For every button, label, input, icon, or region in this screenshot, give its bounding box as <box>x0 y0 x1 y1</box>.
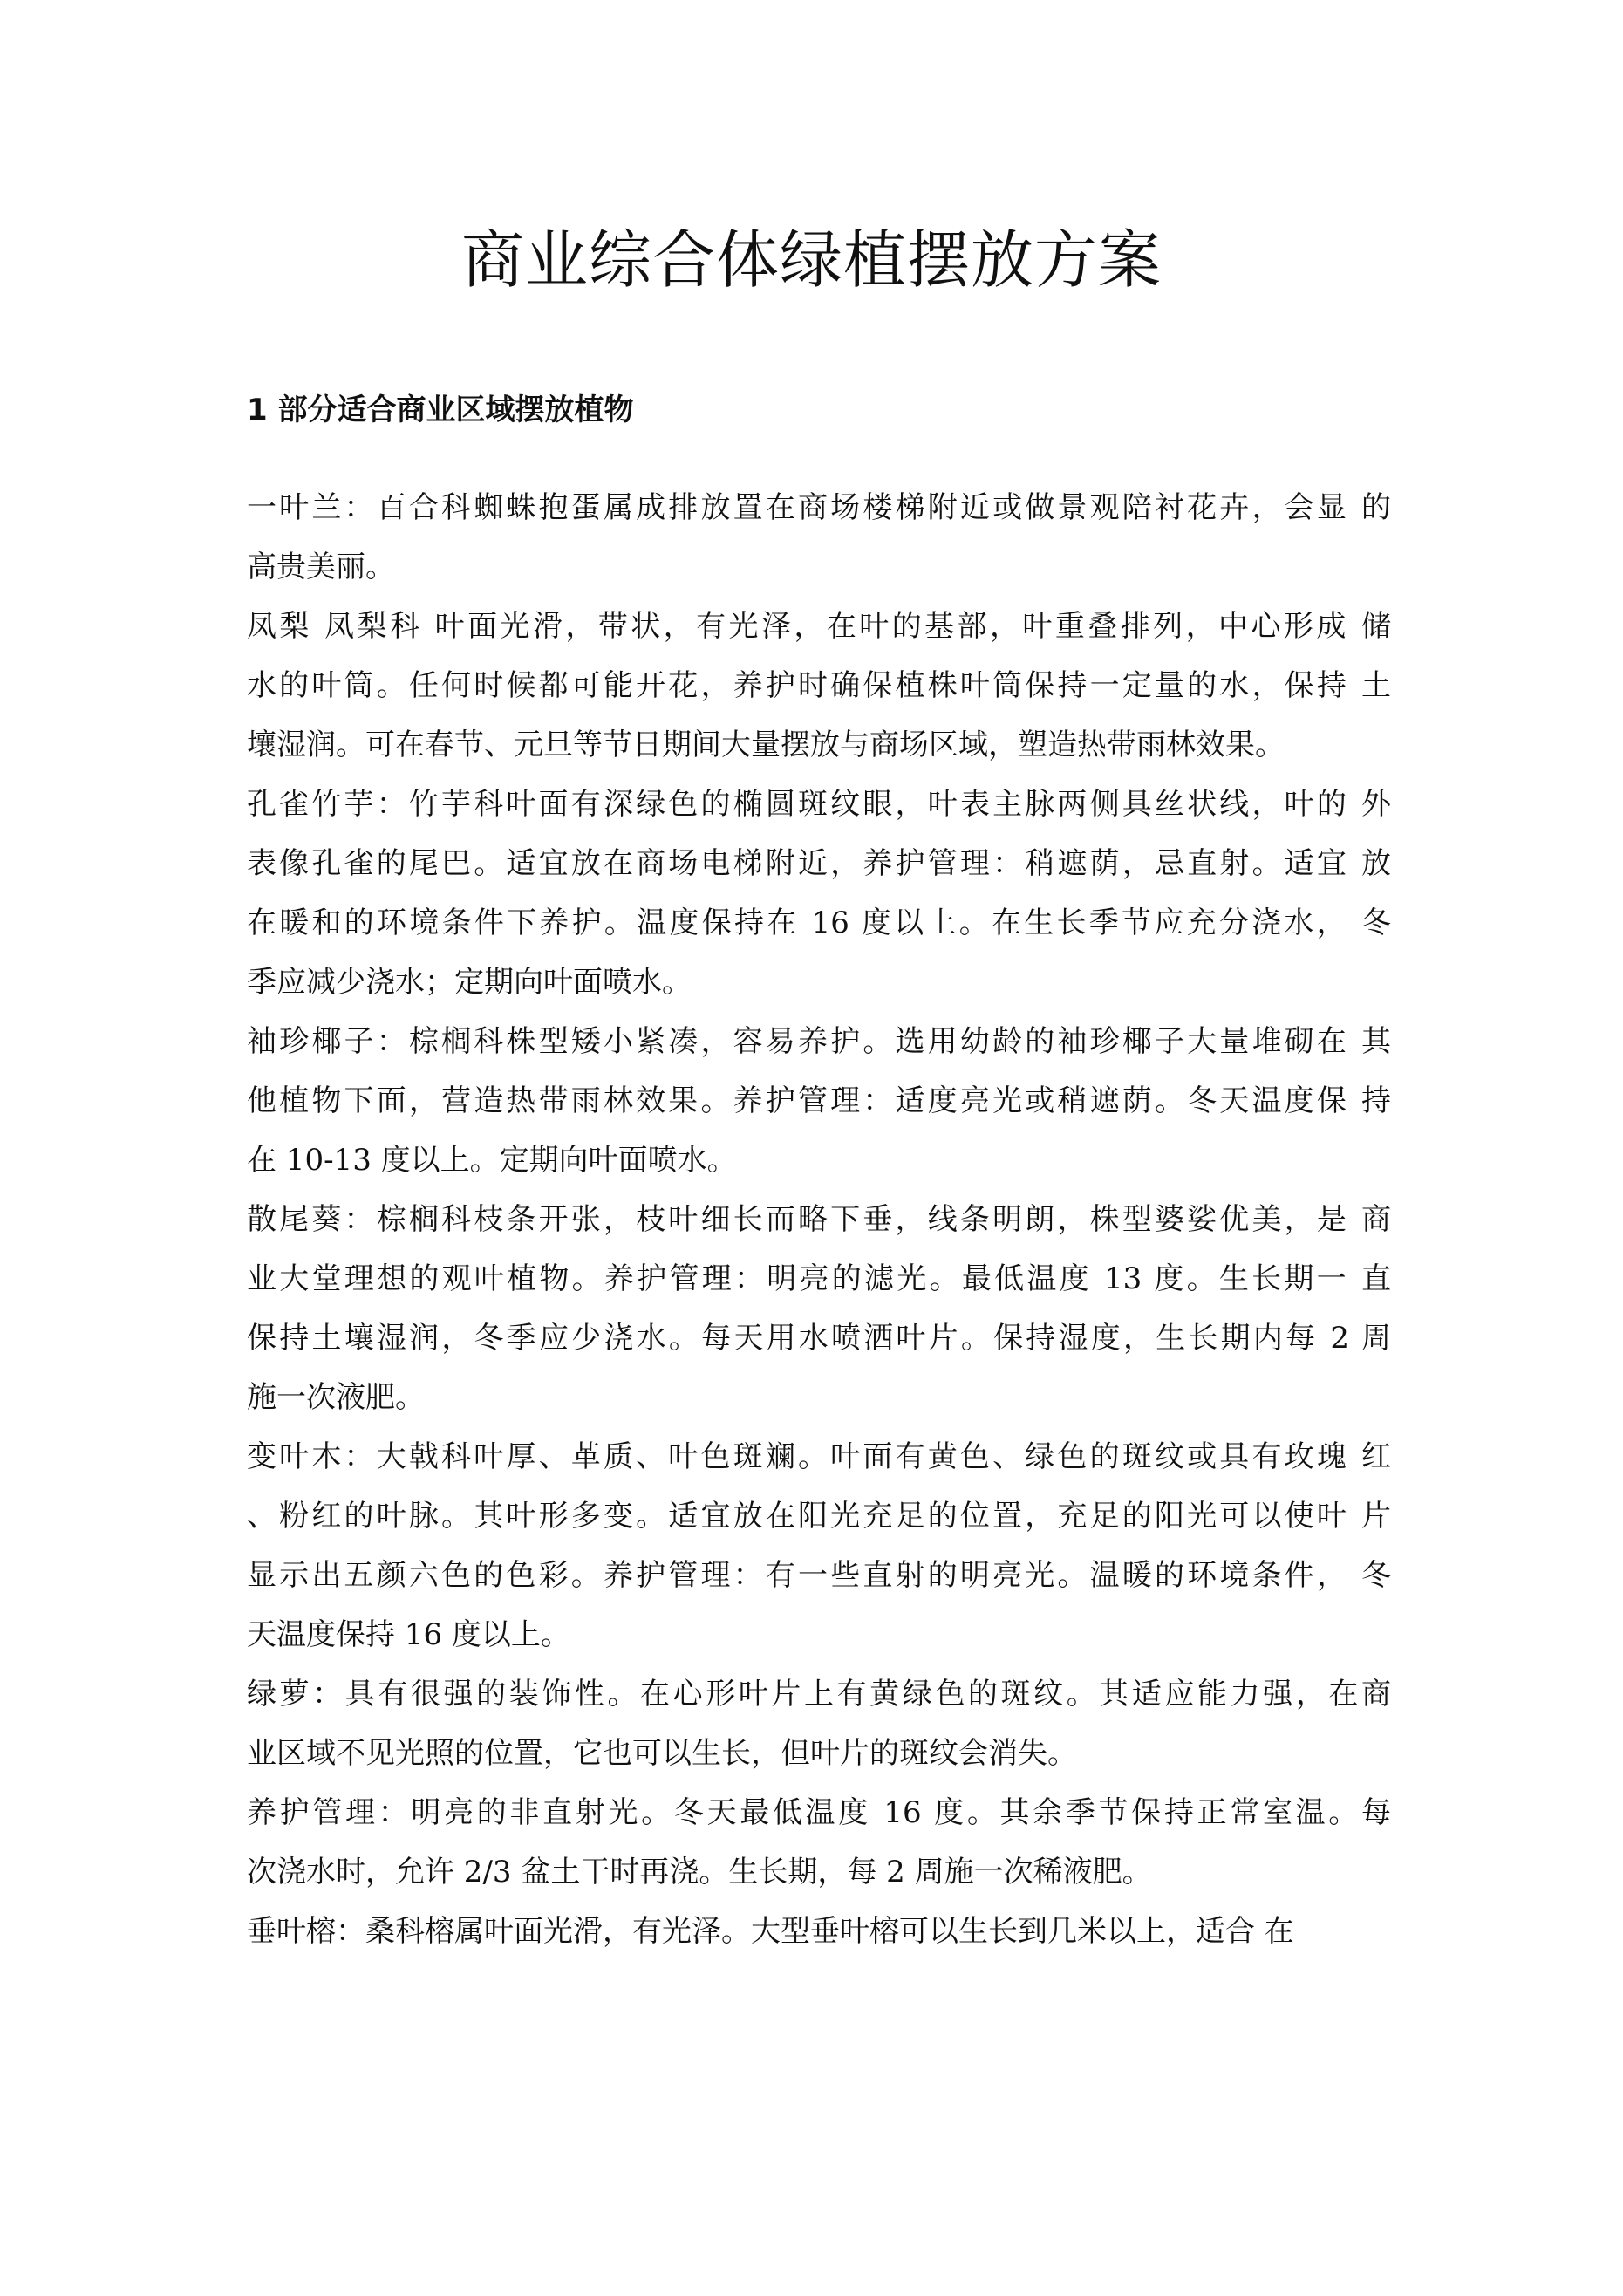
paragraph-line: 显示出五颜六色的色彩。养护管理：有一些直射的明亮光。温暖的环境条件， 冬 <box>247 1558 1391 1593</box>
section-heading: 1 部分适合商业区域摆放植物 <box>247 393 634 427</box>
paragraph-line: 施一次液肥。 <box>247 1380 425 1415</box>
paragraph <box>247 1902 1391 1961</box>
paragraph <box>247 478 1391 597</box>
paragraph <box>247 597 1391 775</box>
paragraph-line: 袖珍椰子：棕榈科株型矮小紧凑，容易养护。选用幼龄的袖珍椰子大量堆砌在 其 <box>247 1024 1391 1059</box>
paragraph-line: 绿萝：具有很强的装饰性。在心形叶片上有黄绿色的斑纹。其适应能力强，在商 <box>247 1677 1391 1712</box>
paragraph-line: 他植物下面，营造热带雨林效果。养护管理：适度亮光或稍遮荫。冬天温度保 持 <box>247 1083 1391 1118</box>
paragraph-line: 保持土壤湿润，冬季应少浇水。每天用水喷洒叶片。保持湿度，生长期内每 2 周 <box>247 1321 1391 1356</box>
paragraph-line: 业区域不见光照的位置，它也可以生长，但叶片的斑纹会消失。 <box>247 1736 1077 1771</box>
paragraph-line: 、粉红的叶脉。其叶形多变。适宜放在阳光充足的位置，充足的阳光可以使叶 片 <box>247 1499 1391 1534</box>
paragraph-line: 壤湿润。可在春节、元旦等节日期间大量摆放与商场区域，塑造热带雨林效果。 <box>247 728 1285 762</box>
paragraph-line: 散尾葵：棕榈科枝条开张，枝叶细长而略下垂，线条明朗，株型婆娑优美，是 商 <box>247 1202 1391 1237</box>
paragraph <box>247 775 1391 1012</box>
paragraph <box>247 1190 1391 1427</box>
document-body <box>247 478 1391 1961</box>
paragraph-line: 变叶木：大戟科叶厚、革质、叶色斑斓。叶面有黄色、绿色的斑纹或具有玫瑰 红 <box>247 1439 1391 1474</box>
paragraph-line: 养护管理：明亮的非直射光。冬天最低温度 16 度。其余季节保持正常室温。每 <box>247 1795 1391 1830</box>
paragraph-line: 凤梨 凤梨科 叶面光滑，带状，有光泽，在叶的基部，叶重叠排列，中心形成 储 <box>247 609 1391 644</box>
paragraph <box>247 1783 1391 1902</box>
paragraph-line: 季应减少浇水；定期向叶面喷水。 <box>247 965 692 1000</box>
paragraph-line: 孔雀竹芋：竹芋科叶面有深绿色的椭圆斑纹眼，叶表主脉两侧具丝状线，叶的 外 <box>247 787 1391 822</box>
paragraph-line: 业大堂理想的观叶植物。养护管理：明亮的滤光。最低温度 13 度。生长期一 直 <box>247 1261 1391 1296</box>
paragraph-line: 表像孔雀的尾巴。适宜放在商场电梯附近，养护管理：稍遮荫，忌直射。适宜 放 <box>247 846 1391 881</box>
paragraph-line: 水的叶筒。任何时候都可能开花，养护时确保植株叶筒保持一定量的水，保持 土 <box>247 668 1391 703</box>
paragraph <box>247 1664 1391 1783</box>
paragraph-line: 高贵美丽。 <box>247 550 395 584</box>
paragraph-line: 在 10-13 度以上。定期向叶面喷水。 <box>247 1143 737 1178</box>
paragraph-line: 次浇水时，允许 2/3 盆土干时再浇。生长期，每 2 周施一次稀液肥。 <box>247 1855 1152 1889</box>
paragraph-line: 在暖和的环境条件下养护。温度保持在 16 度以上。在生长季节应充分浇水， 冬 <box>247 905 1391 940</box>
paragraph-line: 垂叶榕：桑科榕属叶面光滑，有光泽。大型垂叶榕可以生长到几米以上，适合 在 <box>247 1914 1294 1949</box>
document-title: 商业综合体绿植摆放方案 <box>460 223 1162 297</box>
paragraph <box>247 1012 1391 1190</box>
paragraph-line: 一叶兰：百合科蜘蛛抱蛋属成排放置在商场楼梯附近或做景观陪衬花卉，会显 的 <box>247 490 1391 525</box>
paragraph <box>247 1427 1391 1664</box>
paragraph-line: 天温度保持 16 度以上。 <box>247 1617 570 1652</box>
